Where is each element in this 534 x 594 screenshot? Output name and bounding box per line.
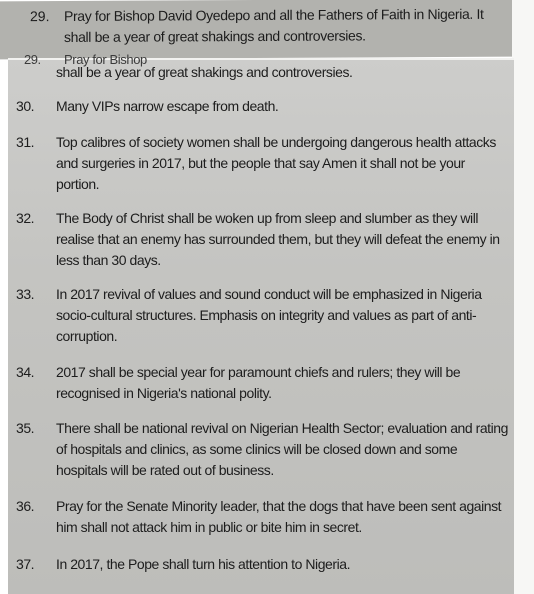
cropped-item-29 bbox=[0, 0, 512, 59]
list-item-35 bbox=[8, 418, 514, 481]
list-item-37 bbox=[8, 554, 514, 575]
item-text: The Body of Christ shall be woken up from sleep and slumber as they will realise that an enemy has surrounded them, but they will defeat the enemy in less than 30 days. bbox=[56, 210, 500, 268]
item-number: 32. bbox=[16, 210, 35, 226]
item-number: 33. bbox=[16, 286, 35, 302]
item-text: There shall be national revival on Nigerian Health Sector; evaluation and rating of hospitals and clinics, as some clinics will be closed down and some hospitals will be rated out of business. bbox=[56, 420, 508, 478]
list-item-33 bbox=[8, 284, 514, 347]
cut-item-number: 29. bbox=[24, 52, 41, 67]
item-text: In 2017, the Pope shall turn his attention to Nigeria. bbox=[56, 556, 351, 572]
list-item-34 bbox=[8, 362, 514, 404]
item-text: 2017 shall be special year for paramount chiefs and rulers; they will be recognised in Nigeria's national polity. bbox=[56, 364, 461, 401]
item-text: Many VIPs narrow escape from death. bbox=[56, 98, 279, 114]
item-number: 36. bbox=[16, 498, 35, 514]
item-number: 30. bbox=[16, 98, 35, 114]
margin-gap bbox=[512, 0, 534, 594]
item-text: Top calibres of society women shall be undergoing dangerous health attacks and surgeries in 2017, but the people that say Amen it shall not be your portion. bbox=[56, 134, 496, 192]
item-number: 37. bbox=[16, 556, 35, 572]
list-item-30 bbox=[8, 96, 514, 117]
item-number: 34. bbox=[16, 364, 35, 380]
item-text: In 2017 revival of values and sound conduct will be emphasized in Nigeria socio-cultural structures. Emphasis on integrity and values as part of anti-corruption. bbox=[56, 286, 482, 344]
list-item-31 bbox=[8, 132, 514, 195]
document-page bbox=[8, 52, 514, 594]
item-text: shall be a year of great shakings and controversies. bbox=[56, 64, 353, 80]
cut-line-fragment: Pray for Bishop bbox=[64, 52, 147, 67]
item-number: 35. bbox=[16, 420, 35, 436]
list-item-36 bbox=[8, 496, 514, 538]
item-number: 29. bbox=[30, 8, 50, 25]
list-item-29-continued bbox=[8, 52, 514, 83]
list-item-32 bbox=[8, 208, 514, 271]
item-text: Pray for the Senate Minority leader, that the dogs that have been sent against him shall not attack him in public or bite him in secret. bbox=[56, 498, 502, 535]
item-number: 31. bbox=[16, 134, 35, 150]
item-text: Pray for Bishop David Oyedepo and all the Fathers of Faith in Nigeria. It shall be a year of great shakings and controversies. bbox=[64, 5, 484, 46]
